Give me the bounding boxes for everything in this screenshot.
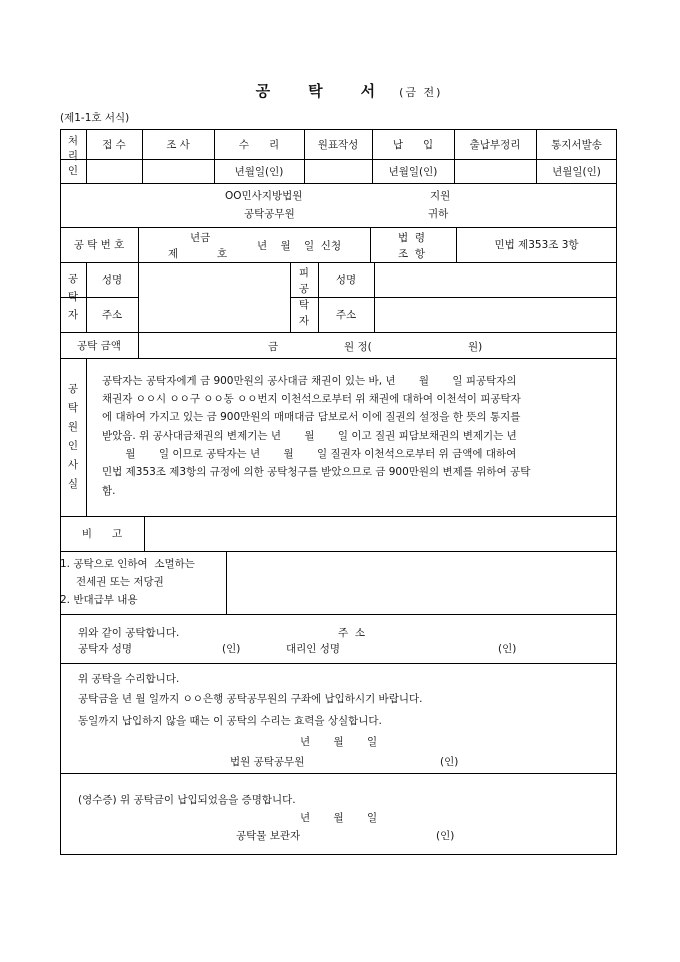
declare-line-1: 위와 같이 공탁합니다. <box>78 627 180 639</box>
deposit-je: 제 <box>168 248 179 260</box>
declare-seal-2: (인) <box>498 643 517 655</box>
header-ledger-making: 원표작성 <box>317 138 359 151</box>
process-side-char-2: 리 <box>67 149 79 162</box>
reason-line-3: 에 대하여 가지고 있는 금 900만원의 매매대금 담보로서 이에 질권의 설정을 한 뜻의 통지를 <box>102 411 521 423</box>
amount-won-close: 원) <box>468 341 483 353</box>
acceptance-date: 년월일(인) <box>234 165 284 178</box>
title-char-1: 공 <box>255 82 273 100</box>
depositee-side-char-1: 피 <box>298 267 310 279</box>
reason-line-1: 공탁자는 공탁자에게 금 900만원의 공사대금 채권이 있는 바, 년 월 일 피공탁자의 <box>102 375 517 387</box>
amount-won-jeong: 원 정( <box>344 341 372 353</box>
reason-side-char-6: 실 <box>67 478 79 490</box>
reason-line-6: 민법 제353조 제3항의 규정에 의한 공탁청구를 받았으므로 금 900만원의 변제를 위하여 공탁 <box>102 466 531 478</box>
law-label-1: 법 령 <box>398 232 425 244</box>
header-cashbook: 출납부정리 <box>469 138 521 151</box>
title-sub: (금 전) <box>399 86 443 99</box>
accept-seal: (인) <box>440 756 459 768</box>
reason-line-2: 채권자 ㅇㅇ시 ㅇㅇ구 ㅇㅇ동 ㅇㅇ번지 이천석으로부터 위 채권에 대하여 이천석이 피공탁자 <box>102 393 521 405</box>
notice-date: 년월일(인) <box>552 165 601 178</box>
process-side-label <box>60 129 86 183</box>
reason-side-char-2: 탁 <box>67 402 79 414</box>
title-char-3: 서 <box>360 82 378 100</box>
process-side-char-3: 인 <box>67 164 79 177</box>
header-receipt: 접 수 <box>102 138 126 151</box>
apply-date: 년 월 일 신청 <box>257 240 342 252</box>
reason-side-char-4: 인 <box>67 440 79 452</box>
depositor-address-label: 주소 <box>101 309 123 321</box>
header-notice-sending: 통지서발송 <box>551 138 602 151</box>
deposit-ho: 호 <box>217 248 228 260</box>
court-officer: 공탁공무원 <box>244 208 295 220</box>
amount-label: 공탁 금액 <box>77 339 121 352</box>
payment-date: 년월일(인) <box>388 165 438 178</box>
accept-line-3: 동일까지 납입하지 않을 때는 이 공탁의 수리는 효력을 상실합니다. <box>78 715 382 727</box>
declare-depositor-name: 공탁자 성명 <box>78 643 133 655</box>
declare-agent-name: 대리인 성명 <box>286 643 341 655</box>
accept-date: 년 월 일 <box>300 736 378 748</box>
depositee-address-label: 주소 <box>335 309 357 321</box>
law-value: 민법 제353조 3항 <box>494 239 579 251</box>
depositee-name-label: 성명 <box>335 274 357 286</box>
reason-side-char-1: 공 <box>67 383 79 395</box>
extinguish-line-1: 1. 공탁으로 인하여 소멸하는 <box>60 558 195 570</box>
form-number: (제1-1호 서식) <box>60 112 130 124</box>
declare-address: 주 소 <box>338 627 365 639</box>
header-investigation: 조 사 <box>166 138 190 151</box>
accept-line-1: 위 공탁을 수리합니다. <box>78 673 180 685</box>
deposit-number-label: 공 탁 번 호 <box>73 239 125 251</box>
deposit-year-geum: 년금 <box>190 232 211 244</box>
declare-seal-1: (인) <box>222 643 241 655</box>
accept-officer: 법원 공탁공무원 <box>230 756 305 768</box>
reason-side-label <box>60 358 86 516</box>
header-acceptance: 수 리 <box>238 138 280 151</box>
receipt-line-1: (영수증) 위 공탁금이 납입되었음을 증명합니다. <box>78 794 296 806</box>
receipt-seal: (인) <box>436 830 455 842</box>
depositor-side-char-1: 공 <box>67 273 79 285</box>
amount-geum: 금 <box>268 341 279 353</box>
reason-side-char-5: 사 <box>67 459 79 471</box>
depositor-side-char-3: 자 <box>67 309 79 321</box>
header-payment: 납 입 <box>392 138 434 151</box>
extinguish-line-2: 전세권 또는 저당권 <box>76 576 164 588</box>
court-branch: 지원 <box>430 190 451 202</box>
court-honorific: 귀하 <box>428 208 449 220</box>
depositee-side-char-2: 공 <box>298 283 310 295</box>
process-side-char-1: 처 <box>67 134 79 147</box>
document-title <box>0 80 680 101</box>
receipt-custodian: 공탁물 보관자 <box>236 830 301 842</box>
accept-line-2: 공탁금을 년 월 일까지 ㅇㅇ은행 공탁공무원의 구좌에 납입하시기 바랍니다. <box>78 693 423 705</box>
depositor-name-label: 성명 <box>101 274 123 286</box>
reason-line-4: 받았음. 위 공사대금채권의 변제기는 년 월 일 이고 질권 피담보채권의 변제기는 년 <box>102 430 517 442</box>
depositor-side-label <box>60 262 86 332</box>
reason-line-7: 함. <box>102 485 116 497</box>
reason-side-char-3: 원 <box>67 421 79 433</box>
receipt-date: 년 월 일 <box>300 812 378 824</box>
law-label-2: 조 항 <box>398 248 425 260</box>
depositee-side-label <box>290 262 318 332</box>
reason-line-5: 월 일 이므로 공탁자는 년 월 일 질권자 이천석으로부터 위 금액에 대하여 <box>102 448 517 460</box>
court-name: OO민사지방법원 <box>225 190 303 202</box>
remarks-label: 비 고 <box>81 528 123 540</box>
depositee-side-char-3: 탁 <box>298 299 310 311</box>
extinguish-line-3: 2. 반대급부 내용 <box>60 594 138 606</box>
title-char-2: 탁 <box>308 82 325 100</box>
depositor-side-char-2: 탁 <box>67 291 79 303</box>
depositee-side-char-4: 자 <box>298 315 310 327</box>
